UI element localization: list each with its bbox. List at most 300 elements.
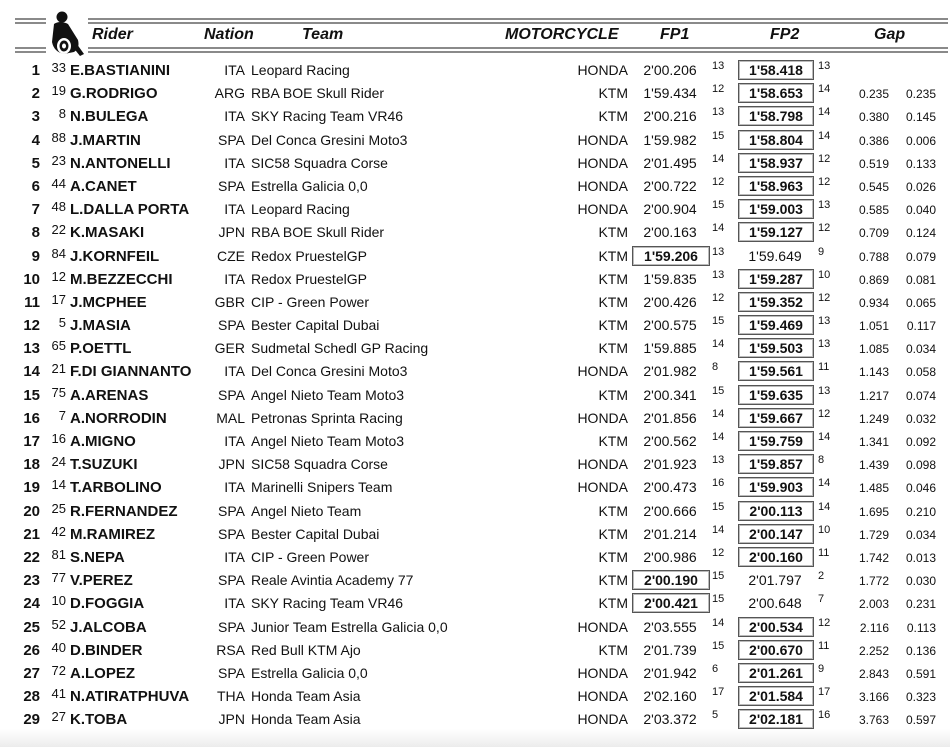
fp2-lap: 16 [818,709,831,722]
table-row [0,708,950,731]
rider-position: 8 [31,224,40,242]
rider-number: 12 [51,268,66,284]
fp1-time: 2'02.160 [643,688,697,705]
motorcycle: KTM [598,595,628,612]
fp1-lap: 15 [712,500,725,513]
team-name: Angel Nieto Team Moto3 [251,386,405,403]
team-name: Reale Avintia Academy 77 [251,572,414,589]
fp2-time: 2'00.113 [738,501,814,521]
fp1-lap: 15 [712,384,725,397]
rider-name: D.BINDER [70,641,143,659]
fp1-time: 1'59.206 [632,246,710,266]
rider-number: 25 [51,500,66,516]
fp1-lap: 8 [712,361,719,374]
rider-name: N.ANTONELLI [70,154,171,172]
header-rider: Rider [92,26,133,43]
rider-position: 15 [23,386,40,404]
fp1-lap: 14 [712,431,725,443]
team-name: SKY Racing Team VR46 [251,108,404,125]
fp1-lap: 15 [712,315,725,328]
gap-to-first: 0.235 [858,87,889,102]
motorcycle: KTM [598,293,628,310]
gap-to-first: 1.217 [858,388,889,403]
header-nation: Nation [204,26,254,43]
gap-to-first: 0.869 [858,272,889,287]
gap-to-previous: 0.133 [905,156,936,171]
fp2-time: 1'58.798 [738,106,814,126]
fp2-lap: 13 [818,384,831,397]
rider-nation: RSA [216,641,245,658]
fp1-lap: 15 [712,199,725,212]
gap-to-previous: 0.034 [905,342,936,357]
team-name: Estrella Galicia 0,0 [251,177,368,194]
fp2-lap: 9 [818,662,825,675]
rider-position: 16 [23,409,40,427]
gap-to-first: 1.695 [858,504,889,519]
fp1-lap: 15 [712,639,725,652]
rider-name: J.MCPHEE [70,293,147,311]
team-name: CIP - Green Power [251,548,370,565]
gap-to-first: 2.003 [858,597,889,612]
fp1-lap: 13 [712,60,725,72]
rider-nation: ARG [214,85,245,102]
motorcycle: KTM [598,502,628,519]
fp1-lap: 12 [712,175,725,188]
gap-to-previous: 0.040 [905,203,936,218]
fp2-time: 1'59.649 [748,247,802,264]
rider-number: 72 [51,662,66,678]
fp2-lap: 13 [818,338,831,351]
motorcycle: KTM [598,224,628,241]
gap-to-previous: 0.046 [905,481,936,496]
rider-position: 18 [23,456,40,474]
fp2-lap: 10 [818,523,831,536]
rider-nation: ITA [224,548,245,565]
fp2-time: 2'01.797 [748,572,802,589]
fp1-time: 2'01.495 [643,154,697,171]
gap-to-first: 1.051 [858,319,889,334]
motorcycle: HONDA [577,62,628,78]
motorcycle: HONDA [577,688,628,705]
motorcycle: HONDA [577,131,628,148]
rider-position: 20 [23,502,40,520]
team-name: RBA BOE Skull Rider [251,85,385,102]
rider-number: 16 [51,431,66,446]
header-fp1: FP1 [660,26,690,43]
rider-position: 29 [23,711,40,729]
table-row [0,639,950,662]
rider-name: J.MARTIN [70,131,141,149]
table-row [0,407,950,430]
rider-position: 4 [31,131,40,149]
fp2-time: 2'00.534 [738,617,814,637]
fp1-lap: 16 [712,477,725,490]
rider-position: 6 [31,177,40,195]
rider-nation: ITA [224,270,245,287]
rider-position: 10 [23,270,40,288]
gap-to-previous: 0.597 [905,713,936,728]
fp1-time: 2'01.923 [643,456,697,473]
gap-to-previous: 0.058 [905,365,936,380]
gap-to-previous: 0.231 [905,597,936,612]
gap-to-first: 3.166 [858,690,889,705]
fp1-time: 2'01.214 [643,525,697,542]
fp1-time: 2'01.982 [643,363,697,380]
fp2-lap: 11 [818,546,830,559]
fp1-time: 2'01.739 [643,641,697,658]
rider-number: 24 [51,454,66,470]
fp1-lap: 12 [712,546,725,559]
gap-to-first: 1.729 [858,527,889,542]
fp2-lap: 10 [818,268,831,281]
rider-nation: THA [217,688,245,705]
motorcycle: KTM [598,433,628,449]
rider-name: M.BEZZECCHI [70,270,173,288]
header-rule-top [15,18,948,24]
fp1-lap: 12 [712,83,725,96]
motorcycle: KTM [598,548,628,565]
fp2-time: 1'58.653 [738,83,814,103]
header-fp2: FP2 [770,26,800,43]
rider-name: R.FERNANDEZ [70,502,178,520]
gap-to-previous: 0.124 [905,226,936,241]
table-row [0,523,950,546]
gap-to-first: 1.085 [858,342,889,357]
fp2-lap: 11 [818,639,830,652]
fp2-lap: 12 [818,222,831,235]
fp2-time: 2'02.181 [738,709,814,729]
rider-nation: ITA [224,363,245,380]
team-name: Angel Nieto Team [251,502,362,519]
fp2-lap: 12 [818,175,831,188]
rider-position: 3 [31,108,40,126]
table-row [0,453,950,476]
rider-position: 11 [24,293,40,311]
rider-number: 27 [51,709,66,725]
fp2-lap: 14 [818,83,831,96]
rider-number: 48 [51,199,66,215]
rider-number: 84 [51,245,66,261]
rider-position: 23 [23,572,40,590]
fp1-time: 1'59.434 [643,85,697,102]
rider-position: 7 [31,201,40,219]
rider-nation: GER [214,340,245,357]
gap-to-first: 1.485 [858,481,889,496]
rider-position: 14 [23,363,40,381]
motorcycle: HONDA [577,618,628,635]
fp2-time: 2'01.261 [738,663,814,683]
table-row [0,59,950,82]
gap-to-first: 1.742 [858,550,889,565]
rider-position: 24 [23,595,40,613]
rider-nation: SPA [218,664,245,681]
fp2-lap: 14 [818,106,831,119]
fp2-lap: 13 [818,199,831,212]
rider-name: T.SUZUKI [70,456,138,474]
rider-name: N.BULEGA [70,108,149,126]
table-row [0,569,950,592]
rider-number: 8 [58,106,66,122]
fp2-lap: 12 [818,616,831,629]
rider-position: 21 [23,525,40,543]
fp1-lap: 13 [712,454,725,467]
gap-to-first: 0.934 [858,295,889,310]
gap-to-previous: 0.136 [905,643,936,658]
fp2-time: 2'01.584 [738,686,814,706]
rider-position: 17 [23,433,40,450]
gap-to-previous: 0.145 [905,110,936,125]
fp1-time: 2'00.426 [643,293,697,310]
rider-number: 23 [51,152,66,168]
gap-to-first: 0.709 [858,226,889,241]
rider-number: 75 [51,384,66,400]
fp2-time: 2'00.670 [738,640,814,660]
table-row [0,500,950,523]
gap-to-previous: 0.081 [905,272,936,287]
fp1-time: 2'00.190 [632,570,710,590]
motorcycle: HONDA [577,154,628,171]
gap-to-first: 0.380 [858,110,889,125]
rider-name: D.FOGGIA [70,595,145,613]
team-name: Del Conca Gresini Moto3 [251,363,408,380]
rider-position: 9 [31,247,40,265]
fp1-time: 2'00.904 [643,201,697,218]
gap-to-previous: 0.098 [905,458,936,473]
fp2-time: 1'59.287 [738,269,814,289]
fp2-lap: 2 [818,570,825,583]
rider-nation: ITA [224,595,245,612]
rider-name: J.ALCOBA [70,618,147,636]
fp1-time: 2'00.666 [643,502,697,519]
table-row [0,546,950,569]
team-name: Redox PruestelGP [251,270,367,287]
fp2-time: 1'59.127 [738,222,814,242]
gap-to-first: 0.519 [858,156,889,171]
motorcycle: HONDA [577,177,628,194]
header-motorcycle: MOTORCYCLE [505,26,619,43]
fp1-lap: 15 [712,570,725,583]
team-name: SKY Racing Team VR46 [251,595,404,612]
motorcycle: HONDA [577,664,628,681]
rider-nation: JPN [218,711,245,728]
fp1-time: 2'00.473 [643,479,697,496]
gap-to-previous: 0.235 [905,87,936,102]
table-row [0,198,950,221]
gap-to-first: 1.439 [858,458,889,473]
team-name: Honda Team Asia [251,688,361,705]
fp2-lap: 12 [818,291,831,304]
rider-name: A.MIGNO [70,433,136,450]
rider-position: 28 [23,688,40,706]
fp2-time: 1'58.804 [738,130,814,150]
gap-to-previous: 0.074 [905,388,936,403]
rider-name: K.MASAKI [70,224,145,242]
rider-name: E.BASTIANINI [70,62,171,79]
rider-name: L.DALLA PORTA [70,201,190,219]
fp1-lap: 14 [712,616,725,629]
fp2-time: 1'58.937 [738,153,814,173]
rider-number: 10 [51,593,66,609]
rider-nation: ITA [224,201,245,218]
fp2-time: 1'59.469 [738,315,814,335]
gap-to-first: 0.788 [858,249,889,264]
fp2-lap: 14 [818,500,831,513]
team-name: Petronas Sprinta Racing [251,409,403,426]
rider-name: A.NORRODIN [70,409,167,427]
rider-name: K.TOBA [70,711,128,729]
fp2-lap: 13 [818,315,831,328]
rider-nation: GBR [214,293,245,310]
motorcycle: KTM [598,525,628,542]
rider-position: 5 [31,154,40,172]
team-name: Red Bull KTM Ajo [251,641,361,658]
rider-number: 22 [51,222,66,238]
fp1-time: 2'00.163 [643,224,697,241]
rider-number: 17 [51,291,66,307]
motorcycle: KTM [598,247,628,264]
team-name: Bester Capital Dubai [251,317,380,334]
fp2-time: 1'59.759 [738,431,814,451]
rider-position: 27 [23,664,40,682]
rider-number: 42 [51,523,66,539]
rider-nation: MAL [216,409,245,426]
team-name: SIC58 Squadra Corse [251,456,388,473]
table-row [0,384,950,407]
rider-name: T.ARBOLINO [70,479,162,497]
table-row [0,152,950,175]
fp1-lap: 14 [712,523,725,536]
team-name: RBA BOE Skull Rider [251,224,385,241]
table-header [0,0,950,60]
rider-nation: SPA [218,317,245,334]
table-row [0,337,950,360]
motorcycle: HONDA [577,479,628,496]
motorcycle: HONDA [577,456,628,473]
fp2-time: 1'59.561 [738,361,814,381]
fp1-lap: 6 [712,662,719,675]
gap-to-previous: 0.006 [905,133,936,148]
rider-nation: SPA [218,386,245,403]
gap-to-first: 0.386 [858,133,889,148]
gap-to-first: 1.772 [858,574,889,589]
header-team: Team [302,26,344,43]
fp2-time: 2'00.160 [738,547,814,567]
team-name: Leopard Racing [251,201,350,218]
fp1-lap: 14 [712,407,725,420]
motorcycle: KTM [598,641,628,658]
rider-number: 19 [51,83,66,99]
fp1-lap: 15 [712,129,725,142]
table-row [0,360,950,383]
motorcycle: KTM [598,270,628,287]
fp1-lap: 13 [712,268,725,281]
fp1-lap: 15 [712,593,725,606]
rider-nation: SPA [218,618,245,635]
motorcycle: KTM [598,572,628,589]
header-rule-bottom [15,47,948,53]
fp2-time: 1'59.635 [738,385,814,405]
fp2-lap: 12 [818,152,831,165]
fp2-time: 1'58.418 [738,60,814,80]
fp1-time: 1'59.885 [643,340,697,357]
table-row [0,662,950,685]
gap-to-first: 2.843 [858,666,889,681]
team-name: Marinelli Snipers Team [251,479,393,496]
fp2-time: 1'59.667 [738,408,814,428]
gap-to-previous: 0.032 [905,411,936,426]
rider-number: 14 [51,477,66,493]
motorcycle: KTM [598,386,628,403]
rider-number: 77 [51,570,66,586]
fp1-lap: 5 [712,709,719,722]
results-table [0,59,950,731]
table-row [0,221,950,244]
fp1-time: 2'00.562 [643,433,697,449]
rider-nation: ITA [224,154,245,171]
gap-to-first: 2.116 [859,620,889,635]
fp1-time: 2'03.555 [643,618,697,635]
rider-number: 5 [58,315,66,331]
fp1-lap: 13 [712,106,725,119]
rider-name: A.LOPEZ [70,664,136,682]
header-gap: Gap [874,26,906,43]
rider-position: 19 [23,479,40,497]
fp1-lap: 12 [712,291,725,304]
gap-to-previous: 0.113 [906,620,936,635]
table-row [0,175,950,198]
fp2-lap: 9 [818,245,825,258]
table-row [0,129,950,152]
table-row [0,592,950,615]
rider-name: F.DI GIANNANTO [70,363,192,381]
gap-to-first: 2.252 [858,643,889,658]
team-name: Honda Team Asia [251,711,361,728]
fp1-time: 2'00.341 [643,386,697,403]
rider-position: 13 [23,340,40,358]
rider-nation: SPA [218,502,245,519]
rider-name: J.KORNFEIL [70,247,160,265]
bottom-fade [0,729,950,747]
motorcycle-rider-icon [46,10,88,58]
rider-name: S.NEPA [70,548,125,566]
table-row [0,430,950,453]
fp2-time: 1'59.857 [738,454,814,474]
rider-name: A.ARENAS [70,386,149,404]
fp1-time: 1'59.835 [643,270,697,287]
rider-nation: SPA [218,572,245,589]
rider-position: 2 [31,85,40,103]
fp2-time: 1'59.003 [738,199,814,219]
rider-number: 40 [51,639,66,655]
fp1-time: 2'00.216 [643,108,697,125]
fp1-lap: 17 [712,686,725,699]
rider-nation: SPA [218,177,245,194]
rider-number: 52 [51,616,66,632]
fp2-lap: 17 [818,686,831,699]
gap-to-previous: 0.210 [905,504,936,519]
rider-nation: SPA [218,131,245,148]
fp1-time: 2'00.206 [643,62,697,78]
gap-to-previous: 0.323 [905,690,936,705]
rider-name: V.PEREZ [70,572,133,590]
table-row [0,616,950,639]
table-row [0,314,950,337]
team-name: Sudmetal Schedl GP Racing [251,340,429,357]
rider-name: A.CANET [70,177,137,195]
fp2-time: 1'59.352 [738,292,814,312]
gap-to-previous: 0.030 [905,574,936,589]
motorcycle: HONDA [577,711,628,728]
